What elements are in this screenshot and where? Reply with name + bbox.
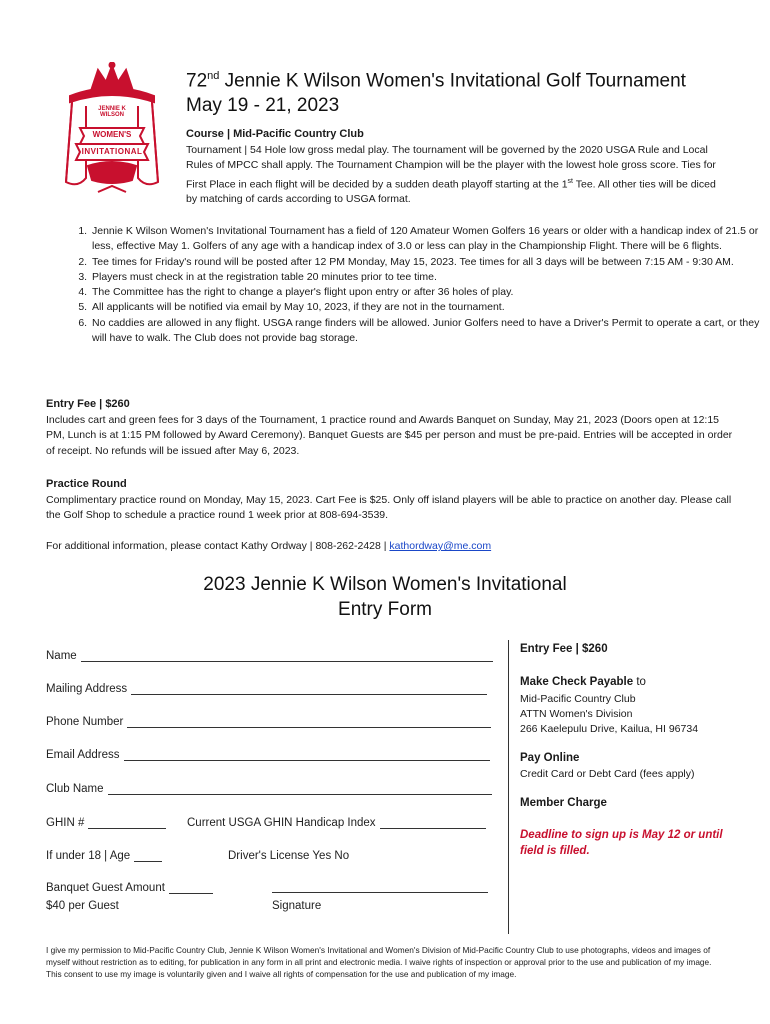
practice-round-text: Complimentary practice round on Monday, May 15, 2023. Cart Fee is $25. Only off island players will be able to practice on another day. Please call the Golf Shop to schedule a practice round 1 week prior at 808-694-3539. — [46, 494, 732, 522]
sidebar-check-payable — [520, 676, 646, 688]
sidebar-address-line2: ATTN Women's Division — [520, 708, 633, 720]
course-text-a: Tournament | 54 Hole low gross medal play. The tournament will be governed by the 2020 USGA Rule and Local Rules of MPCC shall apply. The Tournament Champion will be the player with the lowest hole gross score. Ties for First Place in each flight will be decided by a sudden death playoff starting at the 1 — [186, 144, 716, 191]
sidebar-address-line3: 266 Kaelepulu Drive, Kailua, HI 96734 — [520, 723, 699, 735]
list-item: 3. Players must check in at the registration table 20 minutes prior to tee time. — [90, 270, 770, 285]
form-title-line1: 2023 Jennie K Wilson Women's Invitational — [203, 574, 567, 595]
sidebar-entry-fee: Entry Fee | $260 — [520, 643, 608, 655]
ghin-label: GHIN # — [46, 817, 85, 829]
handicap-index-input-line[interactable] — [380, 818, 486, 829]
banquet-guest-input-line[interactable] — [169, 883, 213, 894]
age-field[interactable] — [46, 850, 162, 862]
course-text-b: Tee. All other ties will be diced by matching of cards according to USGA format. — [186, 178, 716, 206]
sidebar-member-charge: Member Charge — [520, 797, 607, 809]
course-heading: Course | Mid-Pacific Country Club — [186, 128, 364, 140]
signature-label: Signature — [272, 900, 322, 912]
ghin-input-line[interactable] — [88, 818, 166, 829]
email-address-input-line[interactable] — [124, 750, 490, 761]
phone-number-field[interactable] — [46, 716, 491, 728]
mailing-address-label: Mailing Address — [46, 683, 128, 695]
phone-number-input-line[interactable] — [127, 717, 491, 728]
entry-fee-heading: Entry Fee | $260 — [46, 398, 130, 410]
logo-text-top: JENNIE K WILSON — [98, 106, 126, 118]
name-field[interactable] — [46, 650, 493, 662]
consent-text: I give my permission to Mid-Pacific Country Club, Jennie K Wilson Women's Invitational and Women's Division of Mid-Pacific Country Club to use photographs, videos and images of myself without restriction as to editing, for publication in any form in all print and electronic media. I waive rights of inspection or approval prior to the use and publication of my image. This consent to use my image is voluntarily given and I waive all rights of compensation for the use and publication of my image. — [46, 945, 712, 979]
check-payable-label: Make Check Payable — [520, 676, 634, 688]
mailing-address-input-line[interactable] — [131, 684, 487, 695]
column-divider — [508, 640, 509, 934]
handicap-index-label: Current USGA GHIN Handicap Index — [187, 817, 376, 829]
page-title — [186, 64, 746, 118]
title-ordinal: nd — [207, 70, 220, 82]
list-item: 6. No caddies are allowed in any flight. USGA range finders will be allowed. Junior Golfers need to have a Driver's Permit to operate a cart, or they will have to walk. The Club does not provide bag storage. — [90, 316, 770, 347]
age-input-line[interactable] — [134, 851, 162, 862]
club-name-input-line[interactable] — [108, 784, 492, 795]
course-text-sup: st — [567, 177, 573, 185]
contact-text: For additional information, please contact Kathy Ordway | 808-262-2428 | — [46, 540, 390, 552]
title-dates: May 19 - 21, 2023 — [186, 95, 340, 117]
handicap-index-field[interactable] — [187, 817, 486, 829]
phone-number-label: Phone Number — [46, 716, 124, 728]
sidebar-pay-online: Pay Online — [520, 752, 580, 764]
logo-text-womens: WOMEN'S — [92, 130, 132, 139]
list-item: 4. The Committee has the right to change a player's flight upon entry or after 36 holes of play. — [90, 285, 770, 300]
form-title — [0, 572, 770, 622]
title-number: 72 — [186, 70, 208, 92]
contact-info — [46, 540, 491, 552]
check-payable-to: to — [633, 676, 646, 688]
list-item: 2. Tee times for Friday's round will be posted after 12 PM Monday, May 15, 2023. Tee times for all 3 days will be between 7:15 AM - 9:30 AM. — [90, 255, 770, 270]
list-item: 1. Jennie K Wilson Women's Invitational Tournament has a field of 120 Amateur Women Golfers 16 years or older with a handicap index of 21.5 or less, effective May 1. Golfers of any age with a handicap index of 3.0 or less can play in the Championship Flight. There will be 6 flights. — [90, 224, 770, 255]
logo-text-invitational: INVITATIONAL — [81, 147, 143, 156]
practice-round-heading: Practice Round — [46, 478, 127, 490]
club-name-field[interactable] — [46, 783, 492, 795]
drivers-license-label: Driver's License Yes No — [228, 850, 350, 862]
banquet-guest-label: Banquet Guest Amount — [46, 882, 165, 894]
banquet-price: $40 per Guest — [46, 900, 119, 912]
name-input-line[interactable] — [81, 651, 493, 662]
title-text: Jennie K Wilson Women's Invitational Golf Tournament — [219, 70, 686, 92]
contact-email-link[interactable]: kathordway@me.com — [389, 540, 492, 552]
email-address-label: Email Address — [46, 749, 120, 761]
banquet-guest-field[interactable] — [46, 882, 213, 894]
signature-line[interactable] — [272, 880, 488, 893]
entry-fee-text: Includes cart and green fees for 3 days of the Tournament, 1 practice round and Awards Banquet on Sunday, May 21, 2023 (Doors open at 12:15 PM, Lunch is at 1:15 PM followed by Award Ceremony). Banquet Guests are $45 per person and must be pre-paid. Entries will be accepted in order of receipt. No refunds will be issued after May 6, 2023. — [46, 414, 733, 457]
sidebar-pay-methods: Credit Card or Debt Card (fees apply) — [520, 768, 695, 780]
sidebar-deadline: Deadline to sign up is May 12 or until field is filled. — [520, 829, 723, 857]
name-label: Name — [46, 650, 77, 662]
tournament-logo — [58, 62, 166, 200]
rules-list — [46, 224, 770, 346]
course-description — [186, 143, 716, 208]
list-item: 5. All applicants will be notified via email by May 10, 2023, if they are not in the tournament. — [90, 300, 770, 315]
club-name-label: Club Name — [46, 783, 104, 795]
form-title-line2: Entry Form — [338, 599, 432, 620]
email-address-field[interactable] — [46, 749, 490, 761]
sidebar-address-line1: Mid-Pacific Country Club — [520, 693, 636, 705]
age-label: If under 18 | Age — [46, 850, 131, 862]
drivers-license-field[interactable] — [228, 850, 349, 862]
mailing-address-field[interactable] — [46, 683, 487, 695]
ghin-field[interactable] — [46, 817, 166, 829]
